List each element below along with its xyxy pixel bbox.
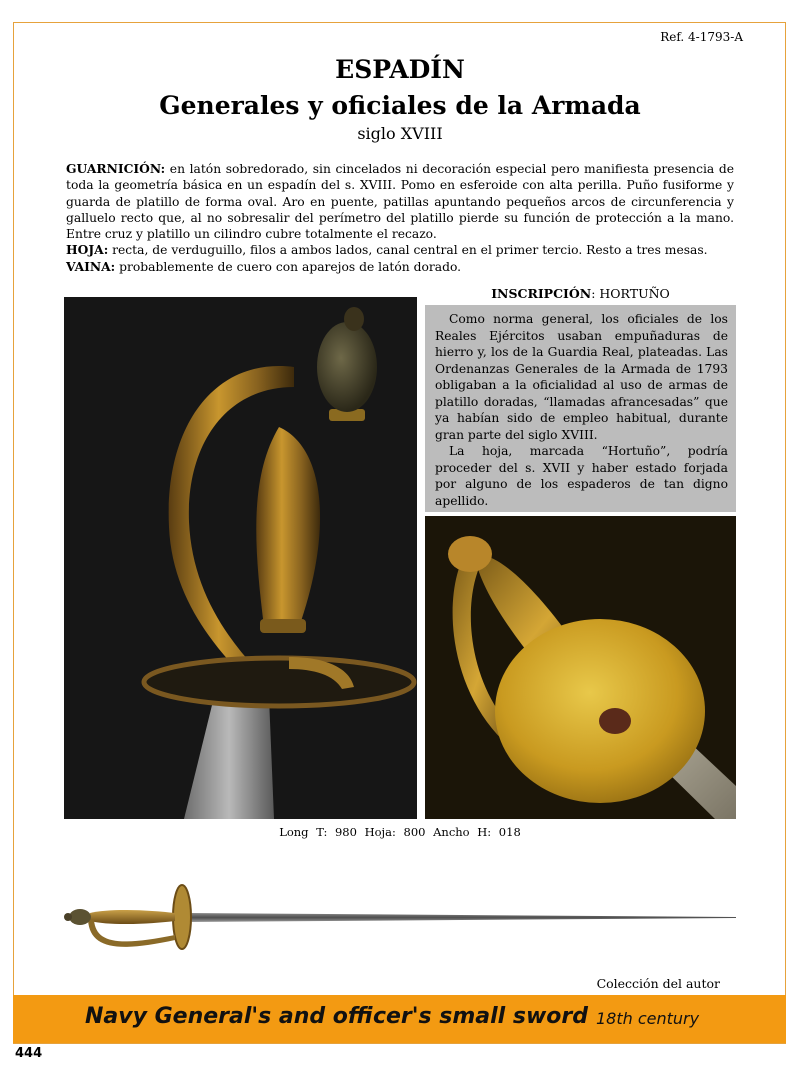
guarnicion-text: en latón sobredorado, sin cincelados ni decoración especial pero manifiesta presencia de toda la geometría básica en un espadín del s. XVIII. Pomo en esferoide con alta perilla. Puño fusiforme y guarda de platillo de forma oval. Aro en puente, patillas apuntando pequeños arcos de circunferencia y galluelo recto que, al no sobresalir del perímetro del platillo pierde su función de protección a la mano. Entre cruz y platillo un cilindro cubre totalmente el recazo. (66, 162, 734, 242)
vaina-label: VAINA: (66, 258, 116, 274)
description-block (66, 161, 734, 275)
century-label: siglo XVIII (357, 124, 443, 143)
page-title: ESPADÍN (335, 55, 465, 84)
measurements: Long T: 980 Hoja: 800 Ancho H: 018 (279, 825, 521, 839)
hoja-text: recta, de verduguillo, filos a ambos lados, canal central en el primer tercio. Resto a tres mesas. (108, 243, 708, 258)
historical-note (425, 305, 736, 512)
inscription-label: INSCRIPCIÓN (491, 286, 592, 301)
hilt-photo (64, 297, 417, 819)
hoja-paragraph (66, 242, 734, 258)
page-subtitle: Generales y oficiales de la Armada (159, 91, 641, 120)
reference-number: Ref. 4-1793-A (660, 30, 743, 44)
guarnicion-label: GUARNICIÓN: (66, 161, 166, 176)
guarnicion-paragraph (66, 161, 734, 242)
banner-subtitle: 18th century (596, 1009, 700, 1028)
hilt-illustration (64, 297, 417, 819)
collection-credit: Colección del autor (596, 976, 720, 991)
full-sword-illustration (60, 880, 750, 960)
guard-photo (425, 516, 736, 819)
page-number: 444 (15, 1046, 43, 1061)
english-title-banner (13, 995, 786, 1043)
inscription (425, 286, 736, 301)
full-sword-image (60, 880, 750, 960)
vaina-text: probablemente de cuero con aparejos de latón dorado. (115, 259, 462, 274)
vaina-paragraph (66, 259, 734, 275)
note-paragraph-1: Como norma general, los oficiales de los Reales Ejércitos usaban empuñaduras de hierro y, los de la Guardia Real, plateadas. Las Ordenanzas Generales de la Armada de 1793 obligaban a la oficialidad al uso de armas de platillo doradas, “llamadas afrancesadas” que ya habían sido de empleo habitual, durante gran parte del siglo XVIII. (435, 312, 728, 442)
note-paragraph-2: La hoja, marcada “Hortuño”, podría proceder del s. XVII y haber estado forjada por alguno de los espaderos de tan digno apellido. (435, 444, 728, 508)
inscription-value: : HORTUÑO (591, 286, 670, 301)
guard-illustration (425, 516, 736, 819)
hoja-label: HOJA: (66, 242, 109, 258)
banner-title: Navy General's and officer's small sword (85, 1004, 588, 1029)
